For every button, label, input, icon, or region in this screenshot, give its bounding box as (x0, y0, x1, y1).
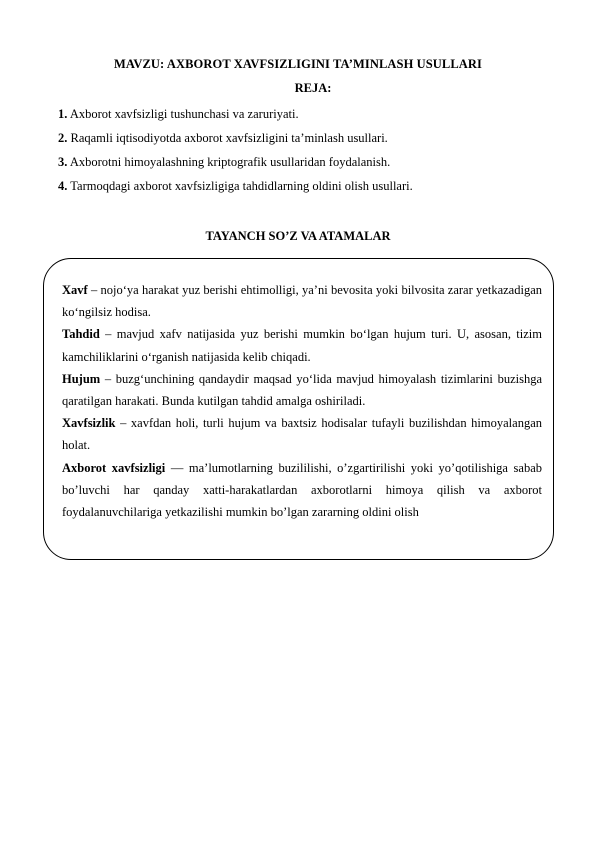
definition-item (62, 412, 542, 456)
plan-heading: REJA: (294, 81, 332, 95)
page-title: MAVZU: AXBOROT XAVFSIZLIGINI TA’MINLASH USULLARI (113, 57, 483, 71)
plan-item-number: 2. (58, 131, 68, 145)
plan-item (58, 131, 388, 146)
plan-item-text: Tarmoqdagi axborot xavfsizligiga tahdidlarning oldini olish usullari. (70, 179, 413, 193)
definition-text: – mavjud xafv natijasida yuz berishi mumkin bo‘lgan hujum turi. U, asosan, tizim kamchiliklarini o‘rganish natijasida kelib chiqadi. (62, 327, 542, 364)
definition-text: – xavfdan holi, turli hujum va baxtsiz hodisalar tufayli buzilishdan himoyalangan holat. (62, 416, 542, 453)
definition-term: Tahdid (62, 327, 100, 342)
definition-item (62, 323, 542, 367)
definition-item (62, 368, 542, 412)
definition-item (62, 279, 542, 323)
plan-item-number: 3. (58, 155, 68, 169)
plan-item-text: Raqamli iqtisodiyotda axborot xavfsizligini ta’minlash usullari. (70, 131, 388, 145)
terms-heading: TAYANCH SO’Z VA ATAMALAR (205, 229, 391, 243)
definition-text: — ma’lumotlarning buzililishi, o’zgartirilishi yoki yo’qotilishiga sabab bo’luvchi har qanday xatti-harakatlardan axborotlarni himoya qilish va axborot foydalanuvchilariga yetkazilishi mumkin bo’lgan zararning oldini olish (62, 460, 542, 520)
definition-item (62, 457, 542, 524)
plan-item (58, 107, 299, 122)
plan-item-text: Axborotni himoyalashning kriptografik usullaridan foydalanish. (69, 155, 391, 169)
plan-item (58, 155, 390, 170)
definition-term: Xavf (62, 283, 88, 297)
definition-term: Hujum (62, 371, 101, 386)
definition-text: – buzg‘unchining qandaydir maqsad yo‘lida mavjud himoyalash tizimlarini buzishga qaratilgan harakati. Bunda kutilgan tahdid amalga oshiriladi. (62, 371, 542, 409)
definition-term: Axborot xavfsizligi (62, 460, 166, 475)
plan-item-number: 1. (58, 107, 68, 121)
plan-item-number: 4. (58, 179, 68, 193)
definition-text: – nojo‘ya harakat yuz berishi ehtimolligi, ya’ni bevosita yoki bilvosita zarar yetkazadigan ko‘ngilsiz hodisa. (62, 283, 542, 320)
definitions-list (62, 279, 542, 523)
plan-item-text: Axborot xavfsizligi tushunchasi va zaruriyati. (69, 107, 299, 121)
plan-item (58, 179, 413, 194)
definition-term: Xavfsizlik (62, 416, 116, 431)
